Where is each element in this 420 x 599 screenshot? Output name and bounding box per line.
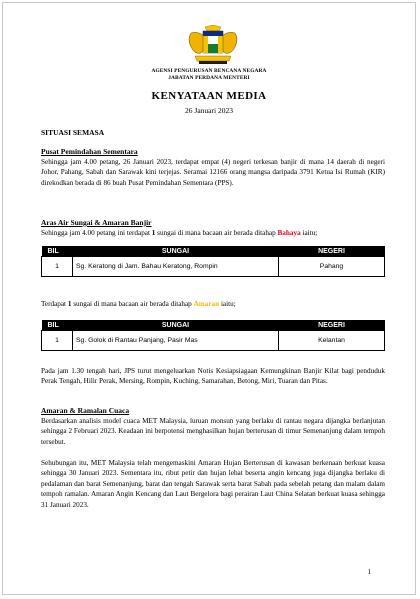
- level-amaran-label: Amaran: [193, 300, 220, 308]
- paragraph-jps-notice: Pada jam 1.30 tengah hari, JPS turut mengeluarkan Notis Kesiapsiagaan Kemungkinan Banjir Kilat bagi penduduk Perak Tengah, Hilir Perak, Mersing, Rompin, Kuching, Samarahan, Betong, Miri, Tuaran dan Pitas.: [41, 367, 385, 386]
- document-title: KENYATAAN MEDIA: [151, 90, 267, 102]
- paragraph-cuaca-2: Sehubungan itu, MET Malaysia telah mengemaskini Amaran Hujan Berterusan di kawasan berkenaan berkuat kuasa sehingga 30 Januari 2023. Sementara itu, ribut petir dan hujan lebat beserta angin kencang juga dijangka berlaku di pedalaman dan barat Semenanjung, barat dan tengah Sarawak serta barat Sabah pada sebelah petang dan malam dalam tempoh ramalan. Amaran Angin Kencang dan Laut Bergelora bagi perairan Laut China Selatan berkuat kuasa sehingga 31 Januari 2023.: [41, 459, 385, 509]
- cell-sungai: Sg. Golok di Rantau Panjang, Pasir Mas: [73, 331, 279, 351]
- paragraph-bahaya-intro: Sehingga jam 4.00 petang ini terdapat 1 sungai di mana bacaan air berada ditahap Bahaya iaitu;: [41, 229, 318, 237]
- level-bahaya-label: Bahaya: [277, 229, 301, 237]
- document-page: [2, 2, 416, 595]
- section-heading-situasi: SITUASI SEMASA: [41, 128, 105, 137]
- table-header-bil: BIL: [42, 246, 73, 257]
- page-number: 1: [367, 568, 371, 576]
- table-header-negeri: NEGERI: [279, 320, 385, 331]
- table-bahaya: [41, 246, 385, 277]
- paragraph-pps: Sehingga jam 4.00 petang, 26 Januari 2023, terdapat empat (4) negeri terkesan banjir di mana 14 daerah di negeri Johor, Pahang, Sabah dan Sarawak kini terjejas. Seramai 12166 orang mangsa daripada 3791 Ketua Isi Rumah (KIR) direkodkan berada di 86 buah Pusat Pemindahan Sementara (PPS).: [41, 158, 385, 187]
- malaysia-coat-of-arms-logo: [185, 25, 241, 65]
- table-header-sungai: SUNGAI: [73, 246, 279, 257]
- table-row: [42, 331, 385, 351]
- document-date: 26 Januari 2023: [185, 106, 233, 115]
- section-heading-aras-air: Aras Air Sungai & Amaran Banjir: [41, 218, 152, 227]
- paragraph-cuaca-1: Berdasarkan analisis model cuaca MET Malaysia, luruan monsun yang berlaku di rantau negara dijangka berlanjutan sehingga 2 Februari 2023. Keadaan ini berpotensi menghasilkan hujan berterusan di timur Semenanjung dalam tempoh tersebut.: [41, 417, 385, 446]
- agency-name: AGENSI PENGURUSAN BENCANA NEGARA: [151, 68, 267, 74]
- cell-sungai: Sg. Keratong di Jam. Bahau Keratong, Rompin: [73, 257, 279, 277]
- table-header-sungai: SUNGAI: [73, 320, 279, 331]
- cell-negeri: Pahang: [279, 257, 385, 277]
- department-name: JABATAN PERDANA MENTERI: [168, 75, 250, 81]
- cell-negeri: Kelantan: [279, 331, 385, 351]
- paragraph-amaran-intro: Terdapat 1 sungai di mana bacaan air berada ditahap Amaran iaitu;: [41, 300, 236, 308]
- table-row: [42, 257, 385, 277]
- table-amaran: [41, 320, 385, 351]
- table-header-negeri: NEGERI: [279, 246, 385, 257]
- section-heading-pps: Pusat Pemindahan Sementara: [41, 147, 138, 156]
- cell-bil: 1: [42, 257, 73, 277]
- table-header-bil: BIL: [42, 320, 73, 331]
- cell-bil: 1: [42, 331, 73, 351]
- section-heading-cuaca: Amaran & Ramalan Cuaca: [41, 406, 130, 415]
